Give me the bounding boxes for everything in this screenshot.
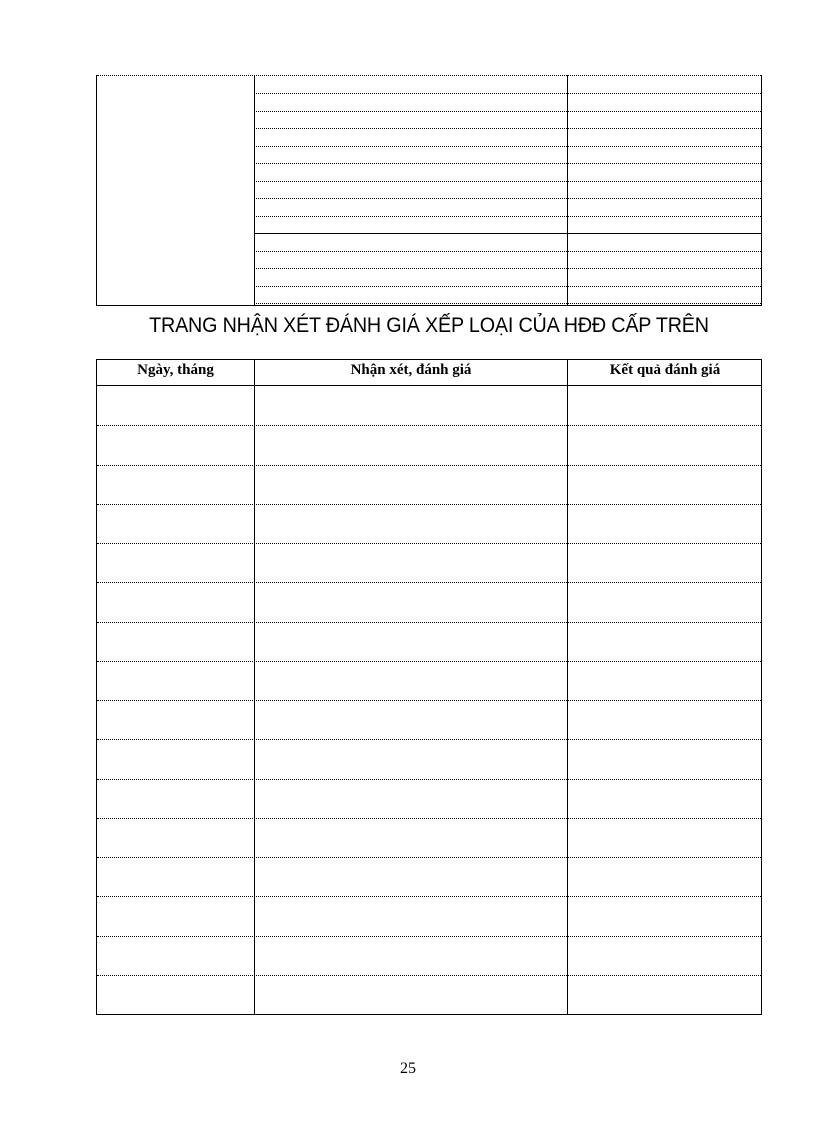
- form-line: [254, 233, 761, 234]
- table-row-divider: [97, 543, 761, 544]
- table-row-divider: [97, 661, 761, 662]
- column-divider: [567, 75, 568, 305]
- header-result: Kết quả đánh giá: [609, 362, 721, 378]
- form-line: [254, 303, 761, 304]
- table-row-divider: [97, 739, 761, 740]
- form-line: [254, 216, 761, 217]
- table-row-divider: [97, 857, 761, 858]
- evaluation-table: [96, 359, 762, 1015]
- table-row-divider: [97, 818, 761, 819]
- table-header-row: [97, 360, 761, 386]
- table-row-divider: [97, 582, 761, 583]
- column-divider: [254, 360, 255, 1014]
- table-row-divider: [97, 896, 761, 897]
- continued-form-table: [96, 75, 762, 306]
- table-row-divider: [97, 504, 761, 505]
- column-divider: [254, 75, 255, 305]
- form-line: [254, 198, 761, 199]
- column-divider: [567, 360, 568, 1014]
- table-row-divider: [97, 465, 761, 466]
- table-row-divider: [97, 425, 761, 426]
- form-line: [254, 93, 761, 94]
- form-line: [254, 181, 761, 182]
- table-top-border: [97, 75, 761, 76]
- table-row-divider: [97, 700, 761, 701]
- table-row-divider: [97, 622, 761, 623]
- table-row-divider: [97, 779, 761, 780]
- header-comment: Nhận xét, đánh giá: [350, 362, 472, 378]
- table-row-divider: [97, 975, 761, 976]
- form-line: [254, 268, 761, 269]
- page-number: 25: [400, 1060, 416, 1077]
- header-date: Ngày, tháng: [137, 362, 214, 378]
- form-line: [254, 251, 761, 252]
- table-row-divider: [97, 936, 761, 937]
- form-line: [254, 146, 761, 147]
- form-line: [254, 128, 761, 129]
- page-title: TRANG NHẬN XÉT ĐÁNH GIÁ XẾP LOẠI CỦA HĐĐ CẤP TRÊN: [149, 314, 709, 337]
- form-line: [254, 163, 761, 164]
- form-line: [254, 111, 761, 112]
- form-line: [254, 286, 761, 287]
